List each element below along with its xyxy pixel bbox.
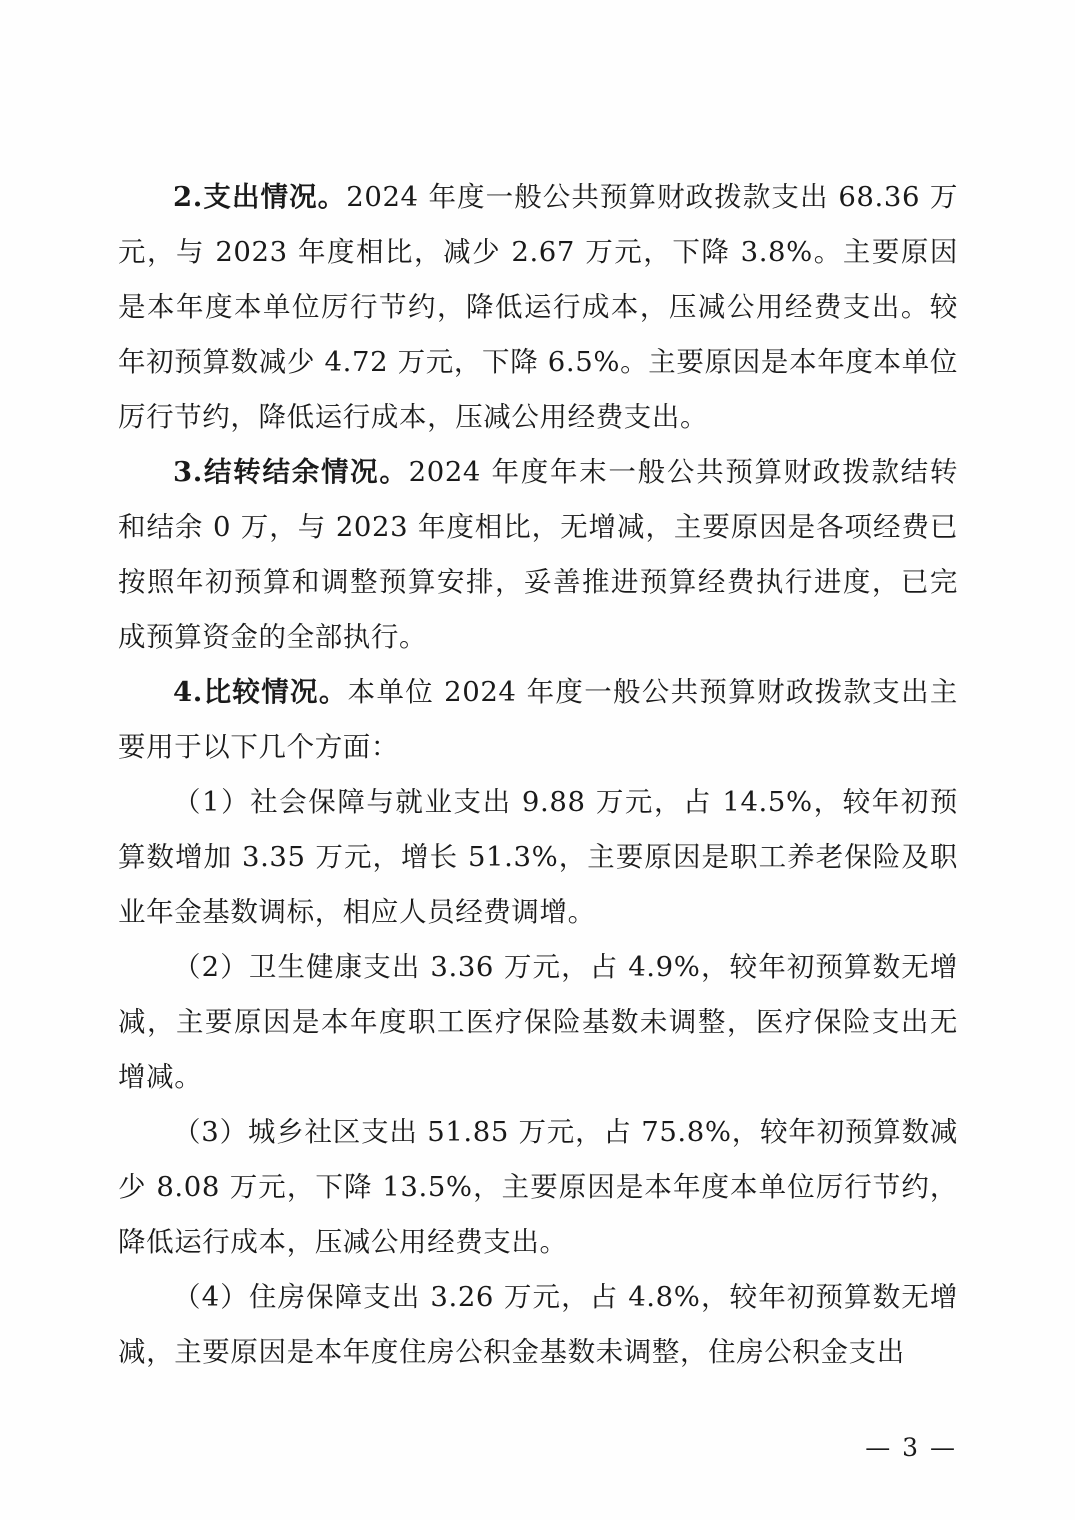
paragraph-item-3: （3）城乡社区支出 51.85 万元，占 75.8%，较年初预算数减少 8.08 万元，下降 13.5%，主要原因是本年度本单位厉行节约，降低运行成本，压减公用经费支出。 <box>118 1116 958 1258</box>
paragraph-item-1: （1）社会保障与就业支出 9.88 万元，占 14.5%，较年初预算数增加 3.35 万元，增长 51.3%，主要原因是职工养老保险及职业年金基数调标，相应人员经费调增。 <box>118 786 958 928</box>
paragraph-item-4: （4）住房保障支出 3.26 万元，占 4.8%，较年初预算数无增减，主要原因是本年度住房公积金基数未调整，住房公积金支出 <box>118 1281 958 1368</box>
document-body <box>118 170 958 1380</box>
paragraph-lead-expenditure: 2.支出情况。 <box>173 181 347 213</box>
paragraph-text-expenditure: 2024 年度一般公共预算财政拨款支出 68.36 万元，与 2023 年度相比，减少 2.67 万元，下降 3.8%。主要原因是本年度本单位厉行节约，降低运行成本，压减公用经费支出。较年初预算数减少 4.72 万元，下降 6.5%。主要原因是本年度本单位厉行节约，降低运行成本，压减公用经费支出。 <box>118 181 958 433</box>
paragraph-comparison <box>118 665 958 775</box>
paragraph-lead-comparison: 4.比较情况。 <box>173 676 348 708</box>
paragraph-expenditure <box>118 170 958 445</box>
paragraph-text-carryover: 2024 年度年末一般公共预算财政拨款结转和结余 0 万，与 2023 年度相比，无增减，主要原因是各项经费已按照年初预算和调整预算安排，妥善推进预算经费执行进度，已完成预算资金的全部执行。 <box>118 456 959 653</box>
paragraph-carryover <box>118 445 958 665</box>
page-number: — 3 — <box>865 1433 957 1462</box>
paragraph-lead-carryover: 3.结转结余情况。 <box>173 456 409 488</box>
paragraph-item-2: （2）卫生健康支出 3.36 万元，占 4.9%，较年初预算数无增减，主要原因是本年度职工医疗保险基数未调整，医疗保险支出无增减。 <box>118 951 958 1093</box>
paragraph-text-comparison: 本单位 2024 年度一般公共预算财政拨款支出主要用于以下几个方面： <box>118 676 958 763</box>
